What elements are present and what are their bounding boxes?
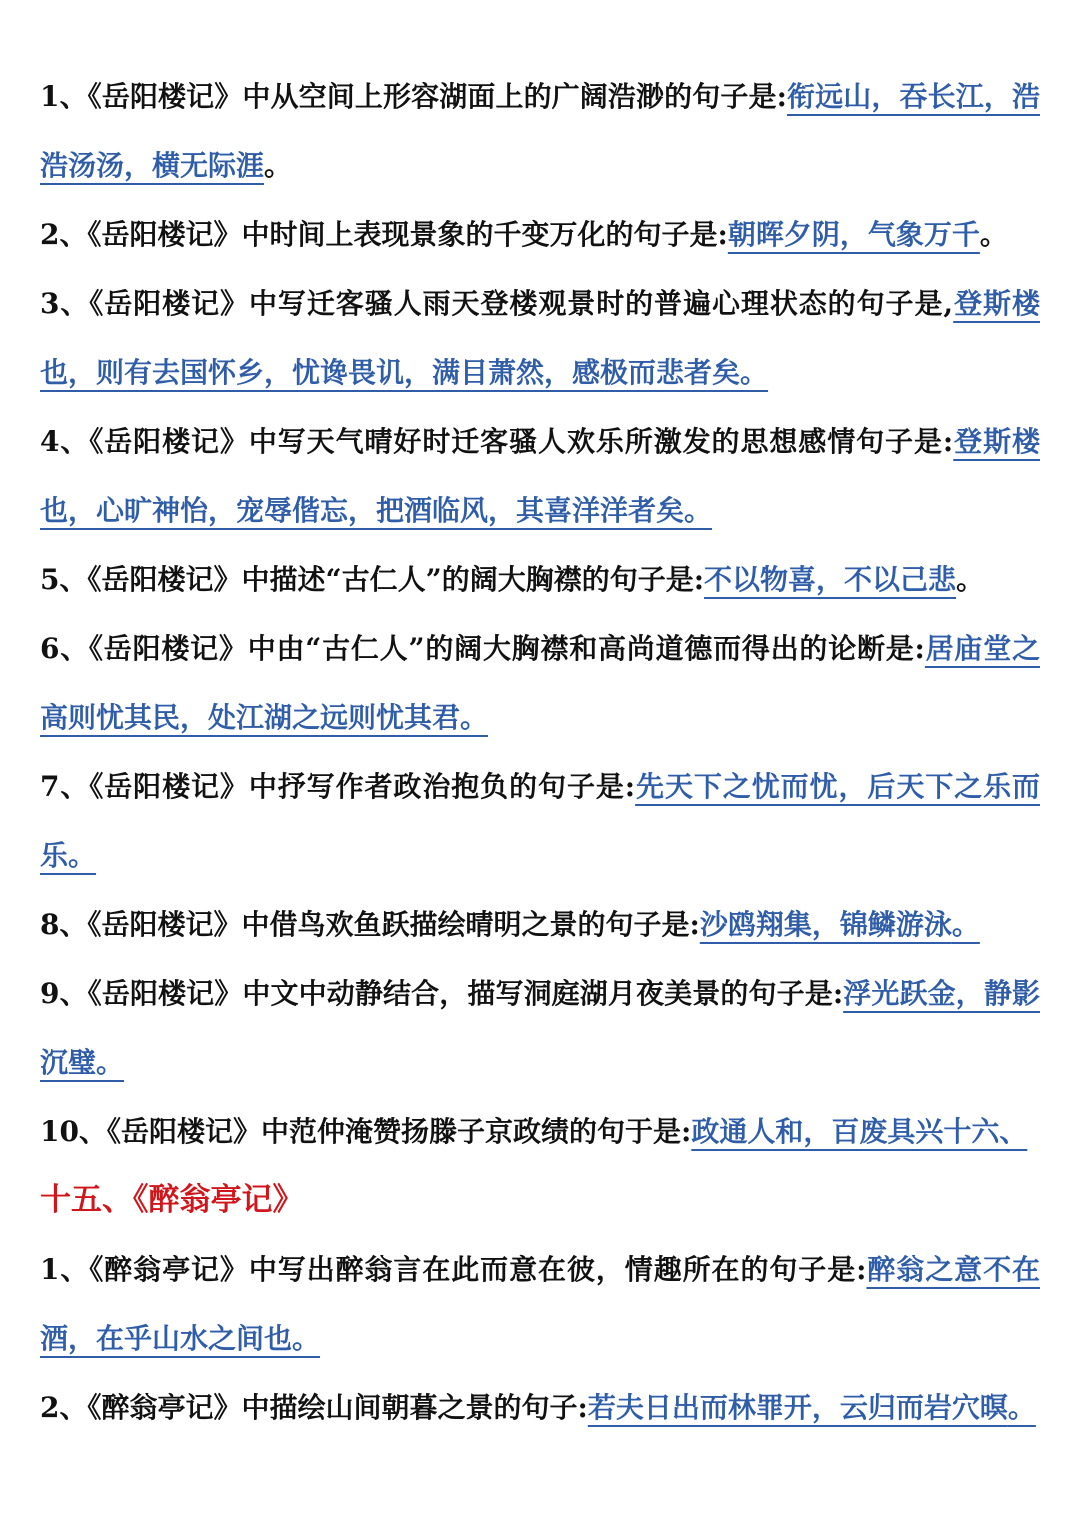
list-item [40, 959, 1040, 1097]
question-text: 1、《岳阳楼记》中从空间上形容湖面上的广阔浩渺的句子是: [40, 80, 787, 113]
list-item [40, 752, 1040, 890]
list-item [40, 890, 1040, 959]
answer-text: 政通人和，百废具兴十六、 [691, 1115, 1028, 1148]
answer-text: 醉翁之意不在酒，在乎山水之间也。 [40, 1253, 1040, 1355]
list-item [40, 200, 1040, 269]
answer-text: 朝晖夕阴，气象万千 [727, 218, 980, 251]
answer-text: 衔远山，吞长江，浩浩汤汤，横无际涯 [40, 80, 1040, 182]
list-item [40, 62, 1040, 200]
question-text: 10、《岳阳楼记》中范仲淹赞扬滕子京政绩的句于是: [40, 1115, 692, 1148]
list-item [40, 1235, 1040, 1373]
question-text: 9、《岳阳楼记》中文中动静结合，描写洞庭湖月夜美景的句子是: [40, 977, 844, 1010]
answer-text: 浮光跃金，静影沉璧。 [40, 977, 1040, 1079]
list-item [40, 1373, 1040, 1442]
section-title: 十五、《醉翁亭记》 [40, 1182, 304, 1218]
question-text: 1、《醉翁亭记》中写出醉翁言在此而意在彼，情趣所在的句子是: [40, 1253, 867, 1286]
item-end: 。 [264, 149, 293, 182]
answer-text: 若夫日出而林罪开，云归而岩穴暝。 [587, 1391, 1036, 1424]
list-item [40, 1097, 1040, 1166]
item-end: 。 [956, 563, 985, 596]
question-text: 2、《醉翁亭记》中描绘山间朝暮之景的句子: [40, 1391, 588, 1424]
answer-text: 沙鸥翔集，锦鳞游泳。 [699, 908, 980, 941]
question-text: 2、《岳阳楼记》中时间上表现景象的千变万化的句子是: [40, 218, 728, 251]
list-item [40, 545, 1040, 614]
question-text: 4、《岳阳楼记》中写天气晴好时迁客骚人欢乐所激发的思想感情句子是: [40, 425, 954, 458]
question-text: 3、《岳阳楼记》中写迁客骚人雨天登楼观景时的普遍心理状态的句子是, [40, 287, 954, 320]
list-item [40, 269, 1040, 407]
answer-text: 居庙堂之高则忧其民，处江湖之远则忧其君。 [40, 632, 1040, 734]
question-text: 6、《岳阳楼记》中由“古仁人”的阔大胸襟和高尚道德而得出的论断是: [40, 632, 925, 665]
question-text: 7、《岳阳楼记》中抒写作者政治抱负的句子是: [40, 770, 636, 803]
question-text: 5、《岳阳楼记》中描述“古仁人”的阔大胸襟的句子是: [40, 563, 705, 596]
item-end: 。 [979, 218, 1008, 251]
document-page [40, 62, 1040, 1442]
list-item [40, 614, 1040, 752]
answer-text: 登斯楼也，则有去国怀乡，忧谗畏讥，满目萧然，感极而悲者矣。 [40, 287, 1040, 389]
answer-text: 登斯楼也，心旷神怡，宠辱偕忘，把酒临风，其喜洋洋者矣。 [40, 425, 1040, 527]
list-item [40, 407, 1040, 545]
answer-text: 不以物喜，不以己悲 [704, 563, 957, 596]
answer-text: 先天下之忧而忧，后天下之乐而乐。 [40, 770, 1040, 872]
question-text: 8、《岳阳楼记》中借鸟欢鱼跃描绘晴明之景的句子是: [40, 908, 700, 941]
